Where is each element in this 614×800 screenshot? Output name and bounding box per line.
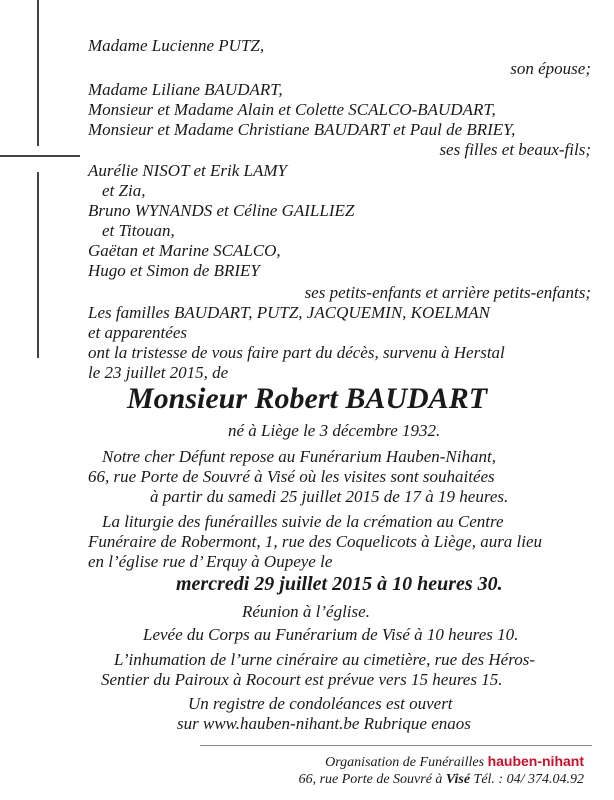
families-4: le 23 juillet 2015, de	[88, 363, 229, 382]
register-1: Un registre de condoléances est ouvert	[188, 694, 453, 713]
footer-separator	[200, 745, 592, 746]
footer-phone: Tél. : 04/ 374.04.92	[473, 772, 584, 787]
child-2: Monsieur et Madame Alain et Colette SCALCO-BAUDART,	[88, 100, 496, 119]
child-3: Monsieur et Madame Christiane BAUDART et Paul de BRIEY,	[88, 120, 516, 139]
children-role: ses filles et beaux-fils;	[439, 140, 591, 159]
footer-address	[299, 771, 584, 789]
families-3: ont la tristesse de vous faire part du décès, survenu à Herstal	[88, 343, 505, 362]
grandchild-5: Gaëtan et Marine SCALCO,	[88, 241, 281, 260]
footer-city: Visé	[445, 772, 471, 787]
spouse-role: son épouse;	[510, 59, 591, 78]
deceased-name: Monsieur Robert BAUDART	[126, 382, 488, 415]
birth-info: né à Liège le 3 décembre 1932.	[228, 421, 441, 440]
footer-organisation	[325, 752, 584, 772]
families-2: et apparentées	[88, 323, 187, 342]
inhumation-2: Sentier du Pairoux à Rocourt est prévue vers 15 heures 15.	[101, 670, 503, 689]
brand-logo: hauben-nihant	[487, 753, 584, 769]
meeting-info: Réunion à l’église.	[242, 602, 370, 621]
footer-org-prefix: Organisation de Funérailles	[325, 755, 485, 770]
liturgy-1: La liturgie des funérailles suivie de la crémation au Centre	[102, 512, 504, 531]
rest-1: Notre cher Défunt repose au Funérarium Hauben-Nihant,	[102, 447, 496, 466]
rest-3: à partir du samedi 25 juillet 2015 de 17 à 19 heures.	[150, 487, 509, 506]
levee-info: Levée du Corps au Funérarium de Visé à 10 heures 10.	[143, 625, 519, 644]
cross-vertical-bottom	[37, 172, 39, 358]
register-2: sur www.hauben-nihant.be Rubrique enaos	[177, 714, 471, 733]
child-1: Madame Liliane BAUDART,	[88, 80, 283, 99]
grandchild-3: Bruno WYNANDS et Céline GAILLIEZ	[88, 201, 355, 220]
grandchild-6: Hugo et Simon de BRIEY	[88, 261, 260, 280]
families-1: Les familles BAUDART, PUTZ, JACQUEMIN, KOELMAN	[88, 303, 491, 322]
grandchild-2: et Zia,	[102, 181, 146, 200]
liturgy-2: Funéraire de Robermont, 1, rue des Coquelicots à Liège, aura lieu	[88, 532, 543, 551]
footer-address-prefix: 66, rue Porte de Souvré à	[298, 772, 443, 787]
liturgy-3: en l’église rue d’ Erquy à Oupeye le	[88, 552, 333, 571]
grandchild-4: et Titouan,	[102, 221, 175, 240]
grandchild-1: Aurélie NISOT et Erik LAMY	[88, 161, 287, 180]
grandchildren-role: ses petits-enfants et arrière petits-enfants;	[304, 283, 591, 302]
ceremony-date: mercredi 29 juillet 2015 à 10 heures 30.	[176, 573, 503, 595]
rest-2: 66, rue Porte de Souvré à Visé où les visites sont souhaitées	[88, 467, 495, 486]
spouse-name: Madame Lucienne PUTZ,	[88, 36, 265, 55]
inhumation-1: L’inhumation de l’urne cinéraire au cimetière, rue des Héros-	[114, 650, 535, 669]
